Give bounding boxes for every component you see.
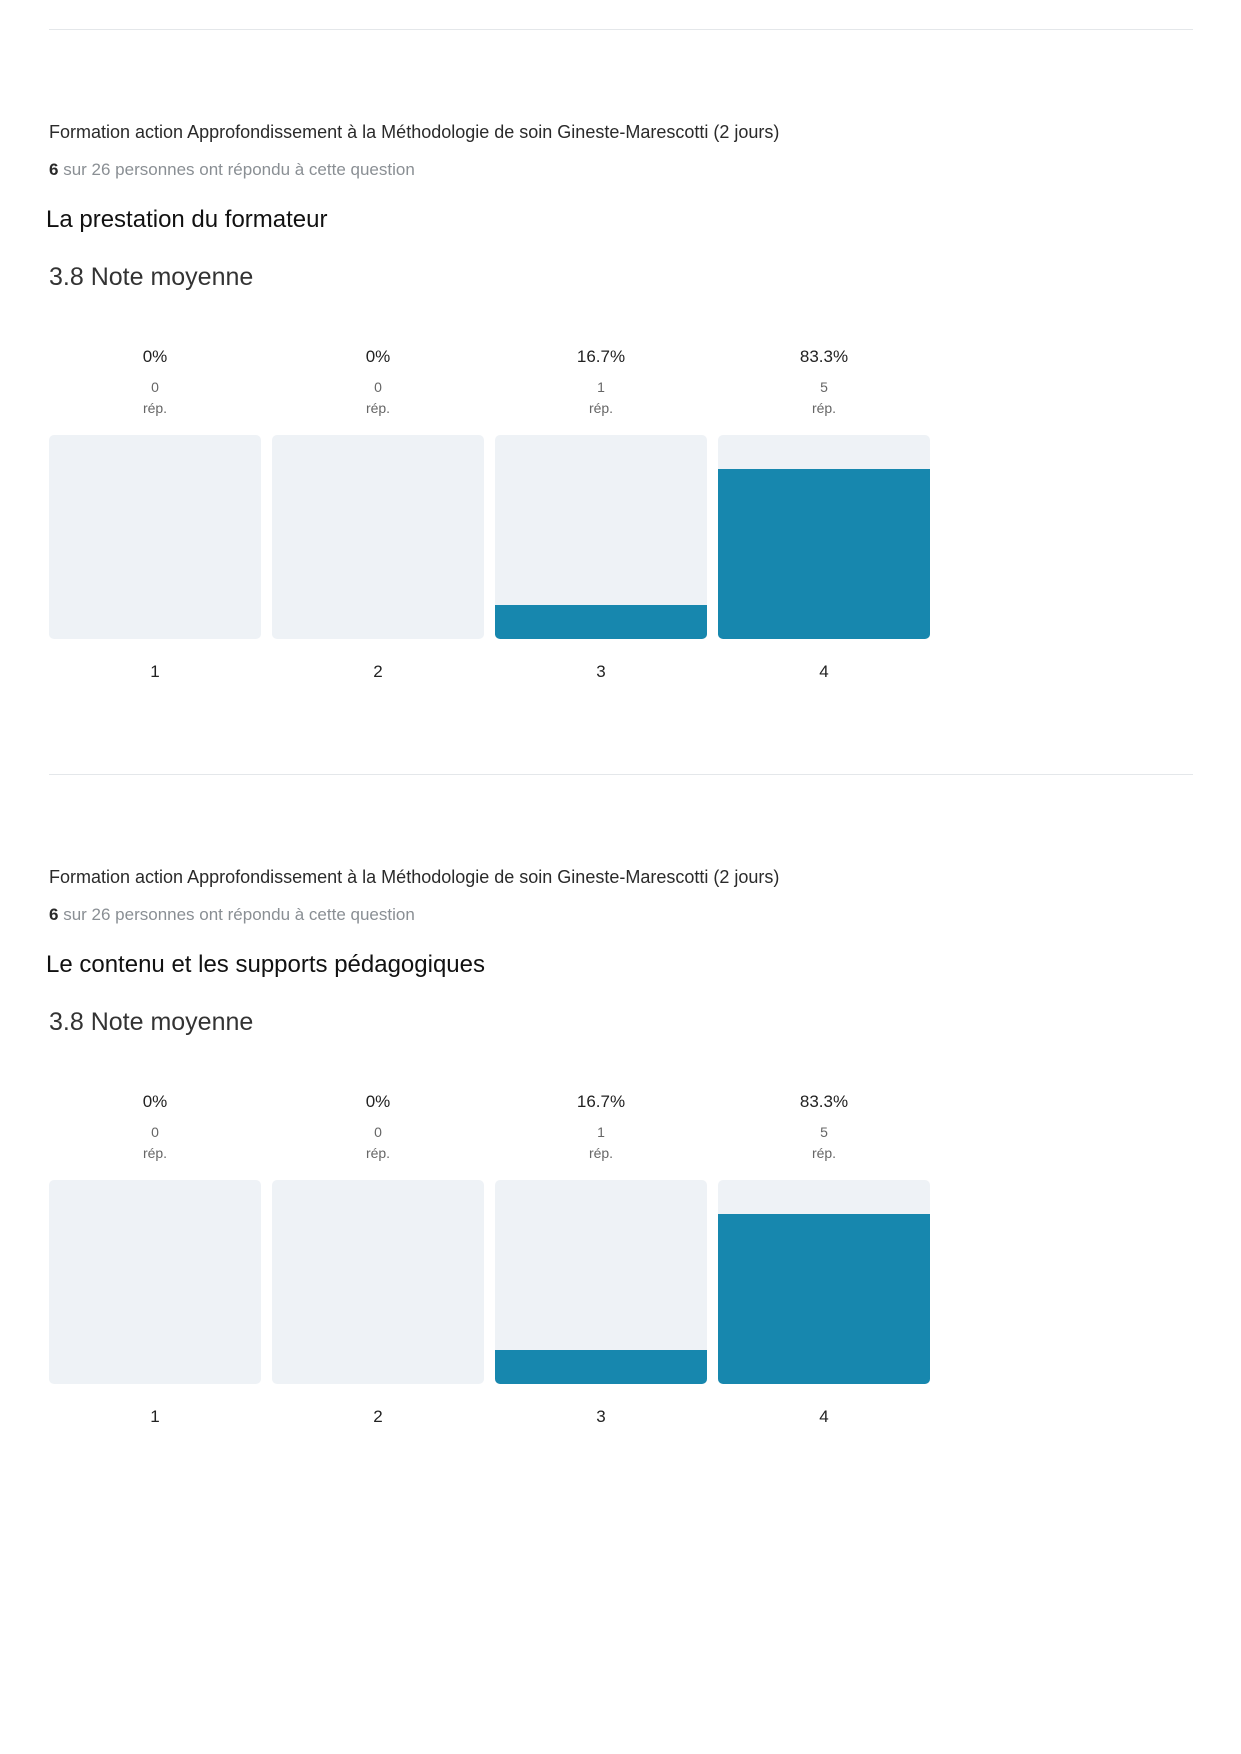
bar-track [718, 435, 930, 639]
count-unit: rép. [142, 1145, 168, 1161]
count-label [272, 1122, 484, 1164]
percent-label: 0% [365, 1092, 391, 1111]
count-label [49, 377, 261, 419]
count-value: 1 [597, 1124, 605, 1140]
question-title: La prestation du formateur [46, 206, 328, 233]
count-label [718, 1122, 930, 1164]
responded-number: 6 [49, 160, 59, 179]
count-value: 5 [820, 379, 828, 395]
question-title: Le contenu et les supports pédagogiques [46, 951, 485, 978]
count-value: 0 [151, 1124, 159, 1140]
average-rating: 3.8 Note moyenne [49, 1008, 254, 1036]
count-label [272, 377, 484, 419]
count-unit: rép. [811, 1145, 837, 1161]
average-rating: 3.8 Note moyenne [49, 263, 254, 291]
category-label: 3 [596, 1407, 606, 1426]
category-label: 1 [150, 1407, 160, 1426]
count-label [49, 1122, 261, 1164]
count-unit: rép. [811, 400, 837, 416]
bar-track [49, 1180, 261, 1384]
form-title: Formation action Approfondissement à la Méthodologie de soin Gineste-Marescotti (2 jours) [49, 122, 780, 142]
category-label: 1 [150, 662, 160, 681]
category-label: 4 [819, 1407, 829, 1426]
count-unit: rép. [588, 400, 614, 416]
bar [718, 1214, 930, 1384]
bar-track [272, 435, 484, 639]
section-divider [49, 774, 1193, 775]
count-value: 0 [374, 379, 382, 395]
percent-label: 83.3% [799, 347, 849, 366]
count-unit: rép. [365, 400, 391, 416]
count-value: 5 [820, 1124, 828, 1140]
response-count [49, 905, 415, 925]
percent-label: 16.7% [576, 347, 626, 366]
category-label: 4 [819, 662, 829, 681]
count-value: 0 [151, 379, 159, 395]
responded-text: sur 26 personnes ont répondu à cette question [58, 160, 415, 179]
count-label [495, 1122, 707, 1164]
count-unit: rép. [142, 400, 168, 416]
bar-track [49, 435, 261, 639]
question-section-1 [0, 122, 1241, 742]
percent-label: 0% [365, 347, 391, 366]
percent-label: 0% [142, 1092, 168, 1111]
category-label: 2 [373, 662, 383, 681]
responded-text: sur 26 personnes ont répondu à cette question [58, 905, 415, 924]
count-unit: rép. [365, 1145, 391, 1161]
percent-label: 83.3% [799, 1092, 849, 1111]
bar-track [718, 1180, 930, 1384]
responded-number: 6 [49, 905, 59, 924]
question-section-2 [0, 867, 1241, 1487]
top-divider [49, 29, 1193, 30]
bar-track [272, 1180, 484, 1384]
percent-label: 16.7% [576, 1092, 626, 1111]
bar-track [495, 435, 707, 639]
bar [495, 1350, 707, 1384]
category-label: 2 [373, 1407, 383, 1426]
category-label: 3 [596, 662, 606, 681]
bar-track [495, 1180, 707, 1384]
form-title: Formation action Approfondissement à la Méthodologie de soin Gineste-Marescotti (2 jours) [49, 867, 780, 887]
count-value: 1 [597, 379, 605, 395]
count-unit: rép. [588, 1145, 614, 1161]
bar [718, 469, 930, 639]
count-value: 0 [374, 1124, 382, 1140]
bar [495, 605, 707, 639]
response-count [49, 160, 415, 180]
count-label [495, 377, 707, 419]
count-label [718, 377, 930, 419]
percent-label: 0% [142, 347, 168, 366]
